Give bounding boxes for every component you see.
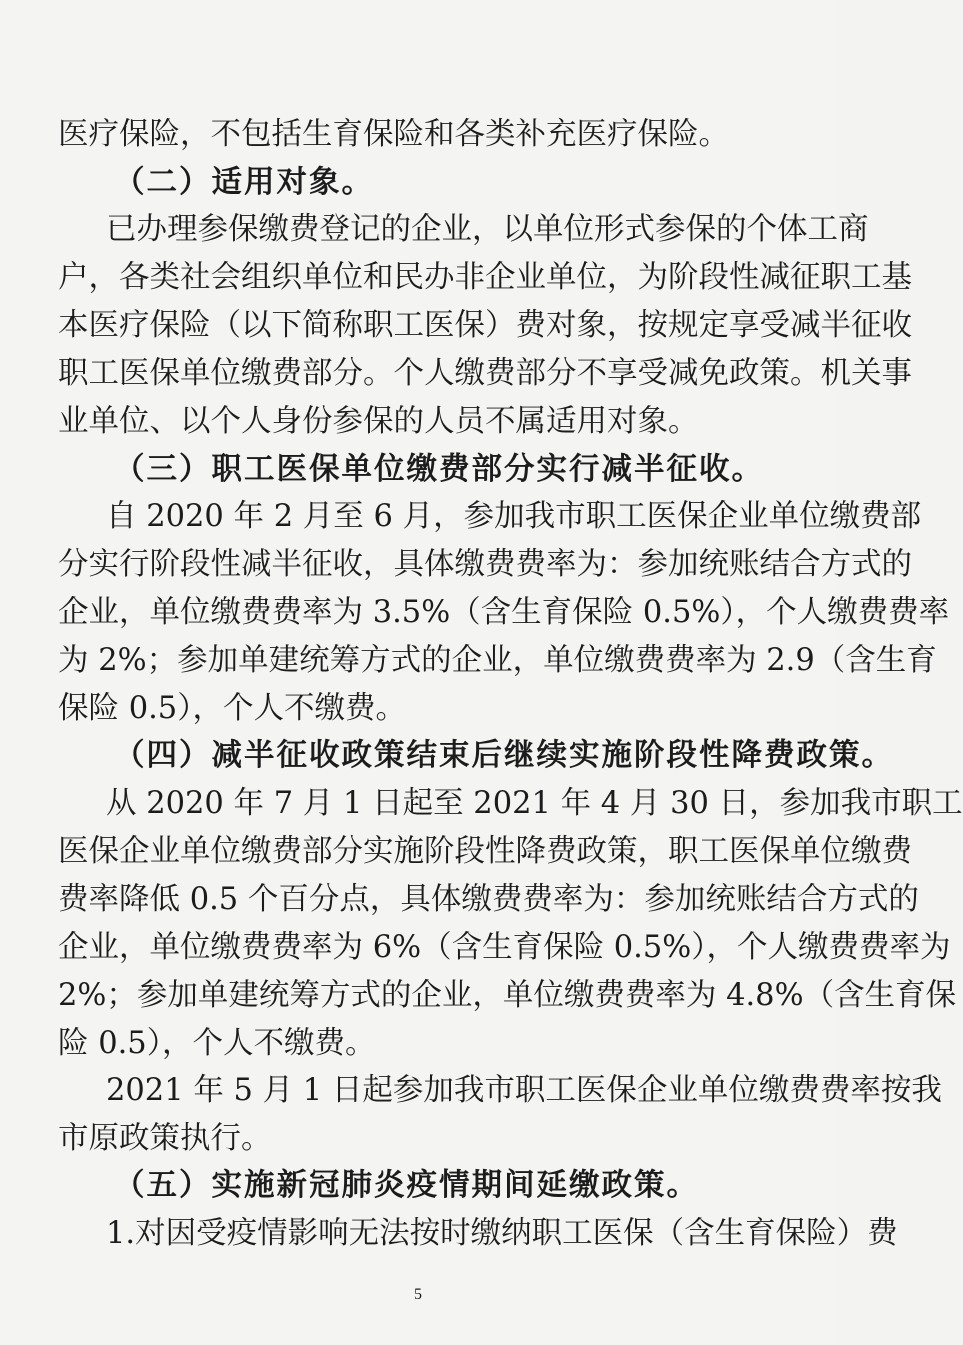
- section-heading-2: （二）适用对象。: [114, 165, 374, 200]
- body-text-line: 职工医保单位缴费部分。个人缴费部分不享受减免政策。机关事: [58, 356, 912, 391]
- body-text-line: 1.对因受疫情影响无法按时缴纳职工医保（含生育保险）费: [106, 1216, 898, 1251]
- body-text-line: 为 2%；参加单建统筹方式的企业，单位缴费费率为 2.9（含生育: [58, 643, 937, 678]
- body-text-line: 市原政策执行。: [58, 1121, 272, 1156]
- body-text-line: 2%；参加单建统筹方式的企业，单位缴费费率为 4.8%（含生育保: [58, 978, 957, 1013]
- body-text-line: 本医疗保险（以下简称职工医保）费对象，按规定享受减半征收: [58, 308, 912, 343]
- body-text-line: 业单位、以个人身份参保的人员不属适用对象。: [58, 404, 699, 439]
- body-text-line: 险 0.5），个人不缴费。: [58, 1026, 376, 1061]
- body-text-line: 保险 0.5），个人不缴费。: [58, 691, 406, 726]
- body-text-line: 户，各类社会组织单位和民办非企业单位，为阶段性减征职工基: [58, 260, 912, 295]
- body-text-line: 企业，单位缴费费率为 3.5%（含生育保险 0.5%），个人缴费费率: [58, 595, 950, 630]
- page-number: 5: [414, 1286, 422, 1303]
- body-text-line: 企业，单位缴费费率为 6%（含生育保险 0.5%），个人缴费费率为: [58, 930, 951, 965]
- body-text-line: 医疗保险，不包括生育保险和各类补充医疗保险。: [58, 117, 729, 152]
- body-text-line: 已办理参保缴费登记的企业，以单位形式参保的个体工商: [106, 212, 869, 247]
- body-text-line: 分实行阶段性减半征收，具体缴费费率为：参加统账结合方式的: [58, 547, 912, 582]
- body-text-line: 费率降低 0.5 个百分点，具体缴费费率为：参加统账结合方式的: [58, 882, 919, 917]
- section-heading-3: （三）职工医保单位缴费部分实行减半征收。: [114, 452, 764, 487]
- section-heading-4: （四）减半征收政策结束后继续实施阶段性降费政策。: [114, 738, 894, 773]
- body-text-line: 医保企业单位缴费部分实施阶段性降费政策，职工医保单位缴费: [58, 834, 912, 869]
- body-text-line: 自 2020 年 2 月至 6 月，参加我市职工医保企业单位缴费部: [106, 499, 922, 534]
- section-heading-5: （五）实施新冠肺炎疫情期间延缴政策。: [114, 1168, 699, 1203]
- body-text-line: 从 2020 年 7 月 1 日起至 2021 年 4 月 30 日，参加我市职工: [106, 786, 963, 821]
- body-text-line: 2021 年 5 月 1 日起参加我市职工医保企业单位缴费费率按我: [106, 1073, 942, 1108]
